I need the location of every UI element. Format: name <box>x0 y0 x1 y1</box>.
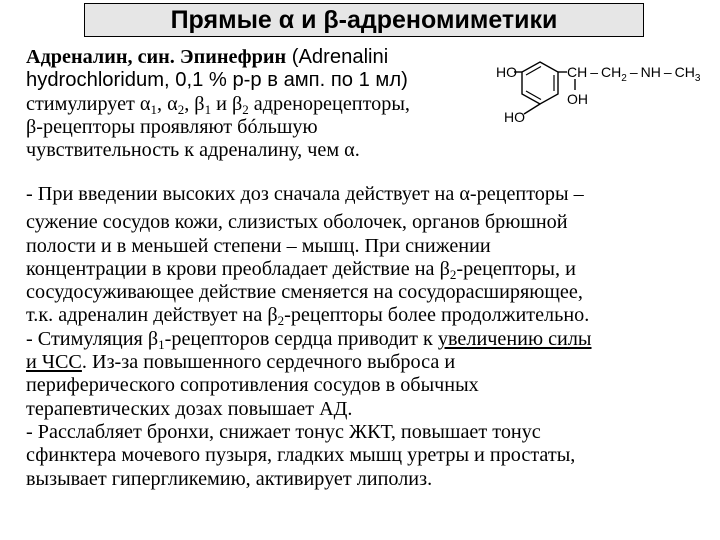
body-line-7: - Стимуляция $\beta_1$-рецепторов сердца приводит к увеличению силы <box>26 327 592 352</box>
body-line-3: полости и в меньшей степени – мышц. При снижении <box>26 234 491 257</box>
body-line-5: сосудосуживающее действие сменяется на сосудорасширяющее, <box>26 281 583 304</box>
ho-top-label: HO <box>496 64 517 80</box>
latin-name: (Adrenalini <box>286 46 389 68</box>
ch-label: CH – $CH_2$ – NH – $CH_3$ <box>567 64 701 84</box>
intro-line-1 <box>26 46 410 69</box>
intro-line-5: чувствительность к адреналину, чем α. <box>26 139 360 162</box>
body-line-11: - Расслабляет бронхи, снижает тонус ЖКТ, повышает тонус <box>26 420 541 443</box>
body-line-10: терапевтических дозах повышает АД. <box>26 397 353 420</box>
body-line-9: периферического сопротивления сосудов в обычных <box>26 374 479 397</box>
body-line-4: концентрации в крови преобладает действие на $\beta_2$-рецепторы, и <box>26 257 576 282</box>
body-line-12: сфинктера мочевого пузыря, гладких мышц уретры и простаты, <box>26 444 576 467</box>
intro-line-3: стимулирует $\alpha_1$, $\alpha_2$, $\beta_1$ и $\beta_2$ адренорецепторы, <box>26 92 410 117</box>
body-line-1: - При введении высоких доз сначала действует на α-рецепторы – <box>26 183 584 205</box>
bond-ho-bottom <box>524 104 540 114</box>
oh-label: OH <box>567 91 588 107</box>
intro-paragraph <box>26 46 410 162</box>
body-line-2: сужение сосудов кожи, слизистых оболочек, органов брюшной <box>26 211 568 234</box>
epinephrine-structural-formula <box>496 56 706 128</box>
page-title: Прямые α и β-адреномиметики <box>84 3 644 37</box>
body-line-6: т.к. адреналин действует на $\beta_2$-рецепторы более продолжительно. <box>26 304 590 329</box>
underlined-text: увеличению силы <box>437 327 592 350</box>
body-paragraph <box>26 183 592 491</box>
benzene-ring <box>522 62 558 104</box>
ho-bottom-label: HO <box>504 109 525 125</box>
body-line-8: и ЧСС. Из-за повышенного сердечного выброса и <box>26 351 456 374</box>
drug-name: Адреналин, син. Эпинефрин <box>26 46 287 68</box>
intro-line-2: hydrochloridum, 0,1 % р-р в амп. по 1 мл) <box>26 69 408 92</box>
intro-line-4: β-рецепторы проявляют бóльшую <box>26 115 318 138</box>
body-line-13: вызывает гипергликемию, активирует липолиз. <box>26 467 433 490</box>
underlined-text: и ЧСС <box>26 351 82 374</box>
